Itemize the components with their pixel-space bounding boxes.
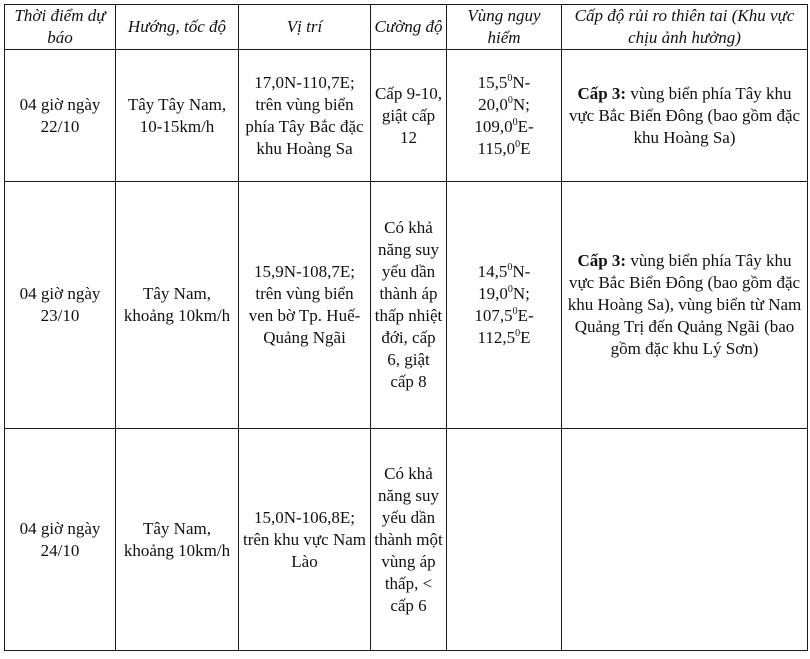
lon-to: 112,5: [477, 328, 516, 347]
lat-to: 19,0: [478, 284, 508, 303]
header-direction-speed: Hướng, tốc độ: [116, 5, 239, 50]
table-row: [5, 50, 808, 182]
header-forecast-time: Thời điểm dự báo: [5, 5, 116, 50]
lat-from: 14,5: [477, 262, 508, 281]
cell-danger-zone: [447, 429, 562, 651]
cell-position: 17,0N-110,7E; trên vùng biển phía Tây Bắc đặc khu Hoàng Sa: [239, 50, 371, 182]
cell-time: 04 giờ ngày 24/10: [5, 429, 116, 651]
header-risk-level: Cấp độ rủi ro thiên tai (Khu vực chịu ảnh hưởng): [562, 5, 808, 50]
cell-position: 15,9N-108,7E; trên vùng biển ven bờ Tp. Huế-Quảng Ngãi: [239, 182, 371, 429]
header-danger-zone: Vùng nguy hiểm: [447, 5, 562, 50]
header-position: Vị trí: [239, 5, 371, 50]
cell-risk: [562, 182, 808, 429]
degree-mark: 0: [512, 306, 518, 317]
degree-mark: 0: [507, 94, 513, 106]
degree-mark: 0: [515, 328, 521, 339]
cell-risk: [562, 50, 808, 182]
cell-intensity: Cấp 9-10, giật cấp 12: [371, 50, 447, 182]
cell-danger-zone: 15,5$^0$N- 20,0$^0$N; 109,0$^0$E- 115,0$^0$E: [447, 50, 562, 182]
degree-mark: 0: [507, 72, 513, 84]
cell-time: 04 giờ ngày 23/10: [5, 182, 116, 429]
lon-to: 115,0: [477, 138, 516, 158]
cell-direction-speed: Tây Nam, khoảng 10km/h: [116, 182, 239, 429]
degree-mark: 0: [507, 284, 513, 295]
cell-direction-speed: Tây Tây Nam, 10-15km/h: [116, 50, 239, 182]
lon-from: 109,0: [474, 116, 513, 136]
degree-mark: 0: [512, 116, 518, 128]
risk-area-text: vùng biển phía Tây khu vực Bắc Biển Đông (bao gồm đặc khu Hoàng Sa): [568, 83, 801, 147]
risk-level-label: Cấp 3:: [577, 83, 627, 103]
cell-position: 15,0N-106,8E; trên khu vực Nam Lào: [239, 429, 371, 651]
storm-forecast-table: [4, 4, 808, 651]
lat-from: 15,5: [477, 72, 508, 92]
lat-to: 20,0: [478, 94, 508, 114]
cell-risk: [562, 429, 808, 651]
cell-danger-zone: 14,5$^0$N- 19,0$^0$N; 107,5$^0$E- 112,5$^0$E: [447, 182, 562, 429]
risk-level-label: Cấp 3:: [577, 251, 627, 270]
lon-from: 107,5: [474, 306, 513, 325]
table-header-row: [5, 5, 808, 50]
table-row: [5, 182, 808, 429]
cell-intensity: Có khả năng suy yếu dần thành áp thấp nhiệt đới, cấp 6, giật cấp 8: [371, 182, 447, 429]
cell-direction-speed: Tây Nam, khoảng 10km/h: [116, 429, 239, 651]
cell-intensity: Có khả năng suy yếu dần thành một vùng áp thấp, < cấp 6: [371, 429, 447, 651]
risk-area-text: vùng biển phía Tây khu vực Bắc Biển Đông (bao gồm đặc khu Hoàng Sa), vùng biển từ Nam Quảng Trị đến Quảng Ngãi (bao gồm đặc khu Lý Sơn): [567, 251, 802, 358]
cell-time: 04 giờ ngày 22/10: [5, 50, 116, 182]
degree-mark: 0: [507, 262, 513, 273]
degree-mark: 0: [515, 138, 521, 150]
header-intensity: Cường độ: [371, 5, 447, 50]
table-row: [5, 429, 808, 651]
